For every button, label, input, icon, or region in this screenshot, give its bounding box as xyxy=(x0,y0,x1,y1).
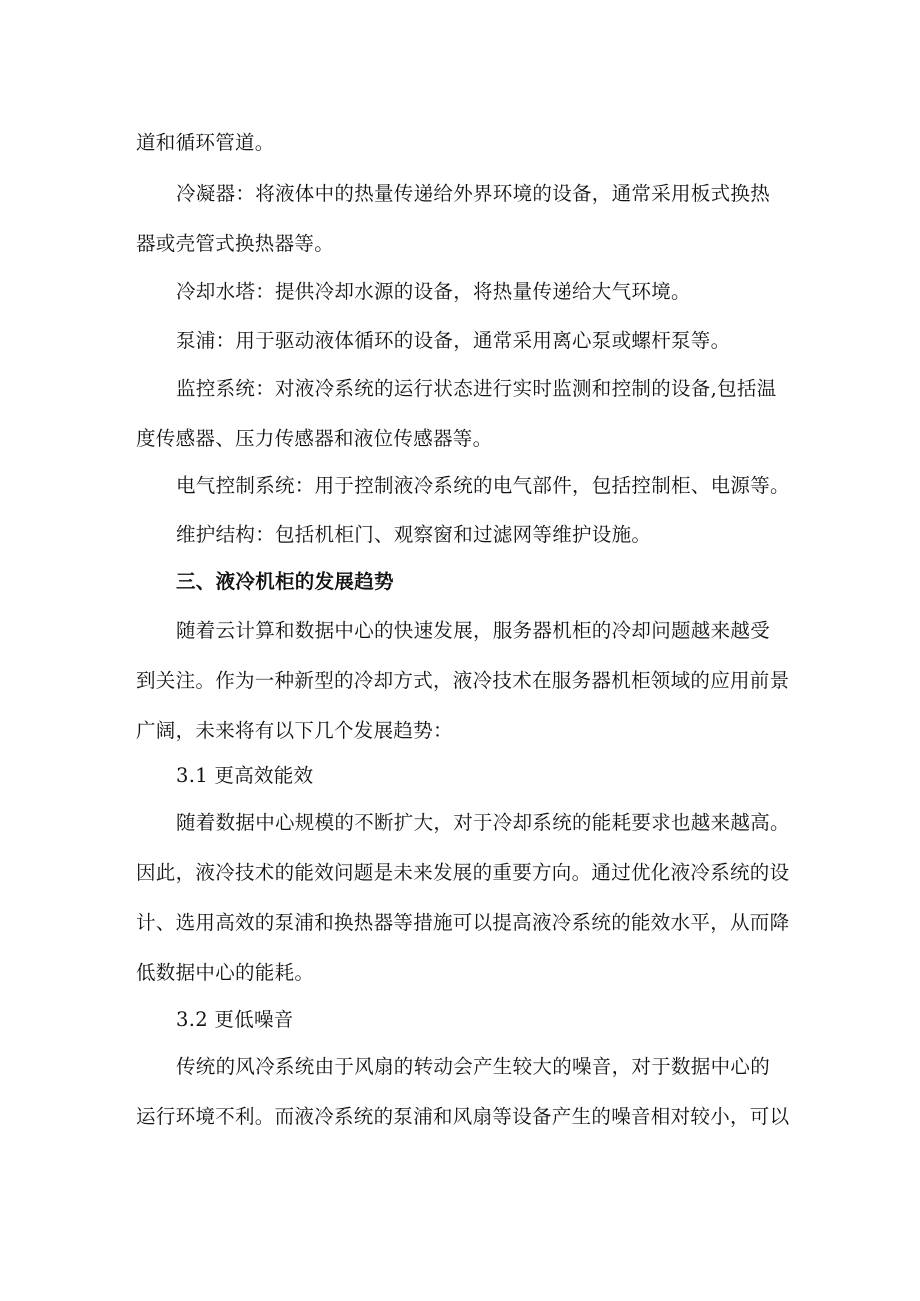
text-line: 监控系统：对液冷系统的运行状态进行实时监测和控制的设备,包括温 xyxy=(176,377,777,400)
text-line: 电气控制系统：用于控制液冷系统的电气部件，包括控制柜、电源等。 xyxy=(176,474,790,497)
heading-text: 3.1 更高效能效 xyxy=(176,764,314,787)
text-line: 低数据中心的能耗。 xyxy=(136,961,315,984)
subsection-heading-3-2 xyxy=(136,995,796,1045)
text-line: 计、选用高效的泵浦和换热器等措施可以提高液冷系统的能效水平，从而降 xyxy=(136,911,790,934)
text-line: 冷却水塔：提供冷却水源的设备，将热量传递给大气环境。 xyxy=(176,280,691,303)
paragraph-monitoring xyxy=(136,364,796,464)
text-line: 冷凝器：将液体中的热量传递给外界环境的设备，通常采用板式换热 xyxy=(176,182,771,205)
paragraph-noise xyxy=(136,1042,796,1142)
heading-text: 3.2 更低噪音 xyxy=(176,1008,294,1031)
paragraph-condenser xyxy=(136,169,796,269)
paragraph-electrical-control xyxy=(136,461,796,511)
paragraph-trends-intro xyxy=(136,606,796,756)
subsection-heading-3-1 xyxy=(136,751,796,801)
section-heading-3 xyxy=(136,557,796,607)
text-line: 传统的风冷系统由于风扇的转动会产生较大的噪音，对于数据中心的 xyxy=(176,1055,771,1078)
text-line: 泵浦：用于驱动液体循环的设备，通常采用离心泵或螺杆泵等。 xyxy=(176,329,731,352)
paragraph-pump xyxy=(136,316,796,366)
text-line: 度传感器、压力传感器和液位传感器等。 xyxy=(136,427,493,450)
paragraph-continuation xyxy=(136,118,796,168)
text-line: 器或壳管式换热器等。 xyxy=(136,232,335,255)
text-line: 广阔，未来将有以下几个发展趋势： xyxy=(136,719,453,742)
text-line: 运行环境不利。而液冷系统的泵浦和风扇等设备产生的噪音相对较小，可以 xyxy=(136,1105,790,1128)
text-line: 随着数据中心规模的不断扩大，对于冷却系统的能耗要求也越来越高。 xyxy=(176,811,790,834)
heading-text: 三、液冷机柜的发展趋势 xyxy=(176,570,394,593)
paragraph-maintenance-structure xyxy=(136,510,796,560)
paragraph-cooling-tower xyxy=(136,267,796,317)
text-line: 随着云计算和数据中心的快速发展，服务器机柜的冷却问题越来越受 xyxy=(176,619,771,642)
text-line: 道和循环管道。 xyxy=(136,131,275,154)
text-line: 维护结构：包括机柜门、观察窗和过滤网等维护设施。 xyxy=(176,523,652,546)
paragraph-efficiency xyxy=(136,798,796,998)
text-line: 到关注。作为一种新型的冷却方式，液冷技术在服务器机柜领域的应用前景 xyxy=(136,669,790,692)
text-line: 因此，液冷技术的能效问题是未来发展的重要方向。通过优化液冷系统的设 xyxy=(136,861,790,884)
